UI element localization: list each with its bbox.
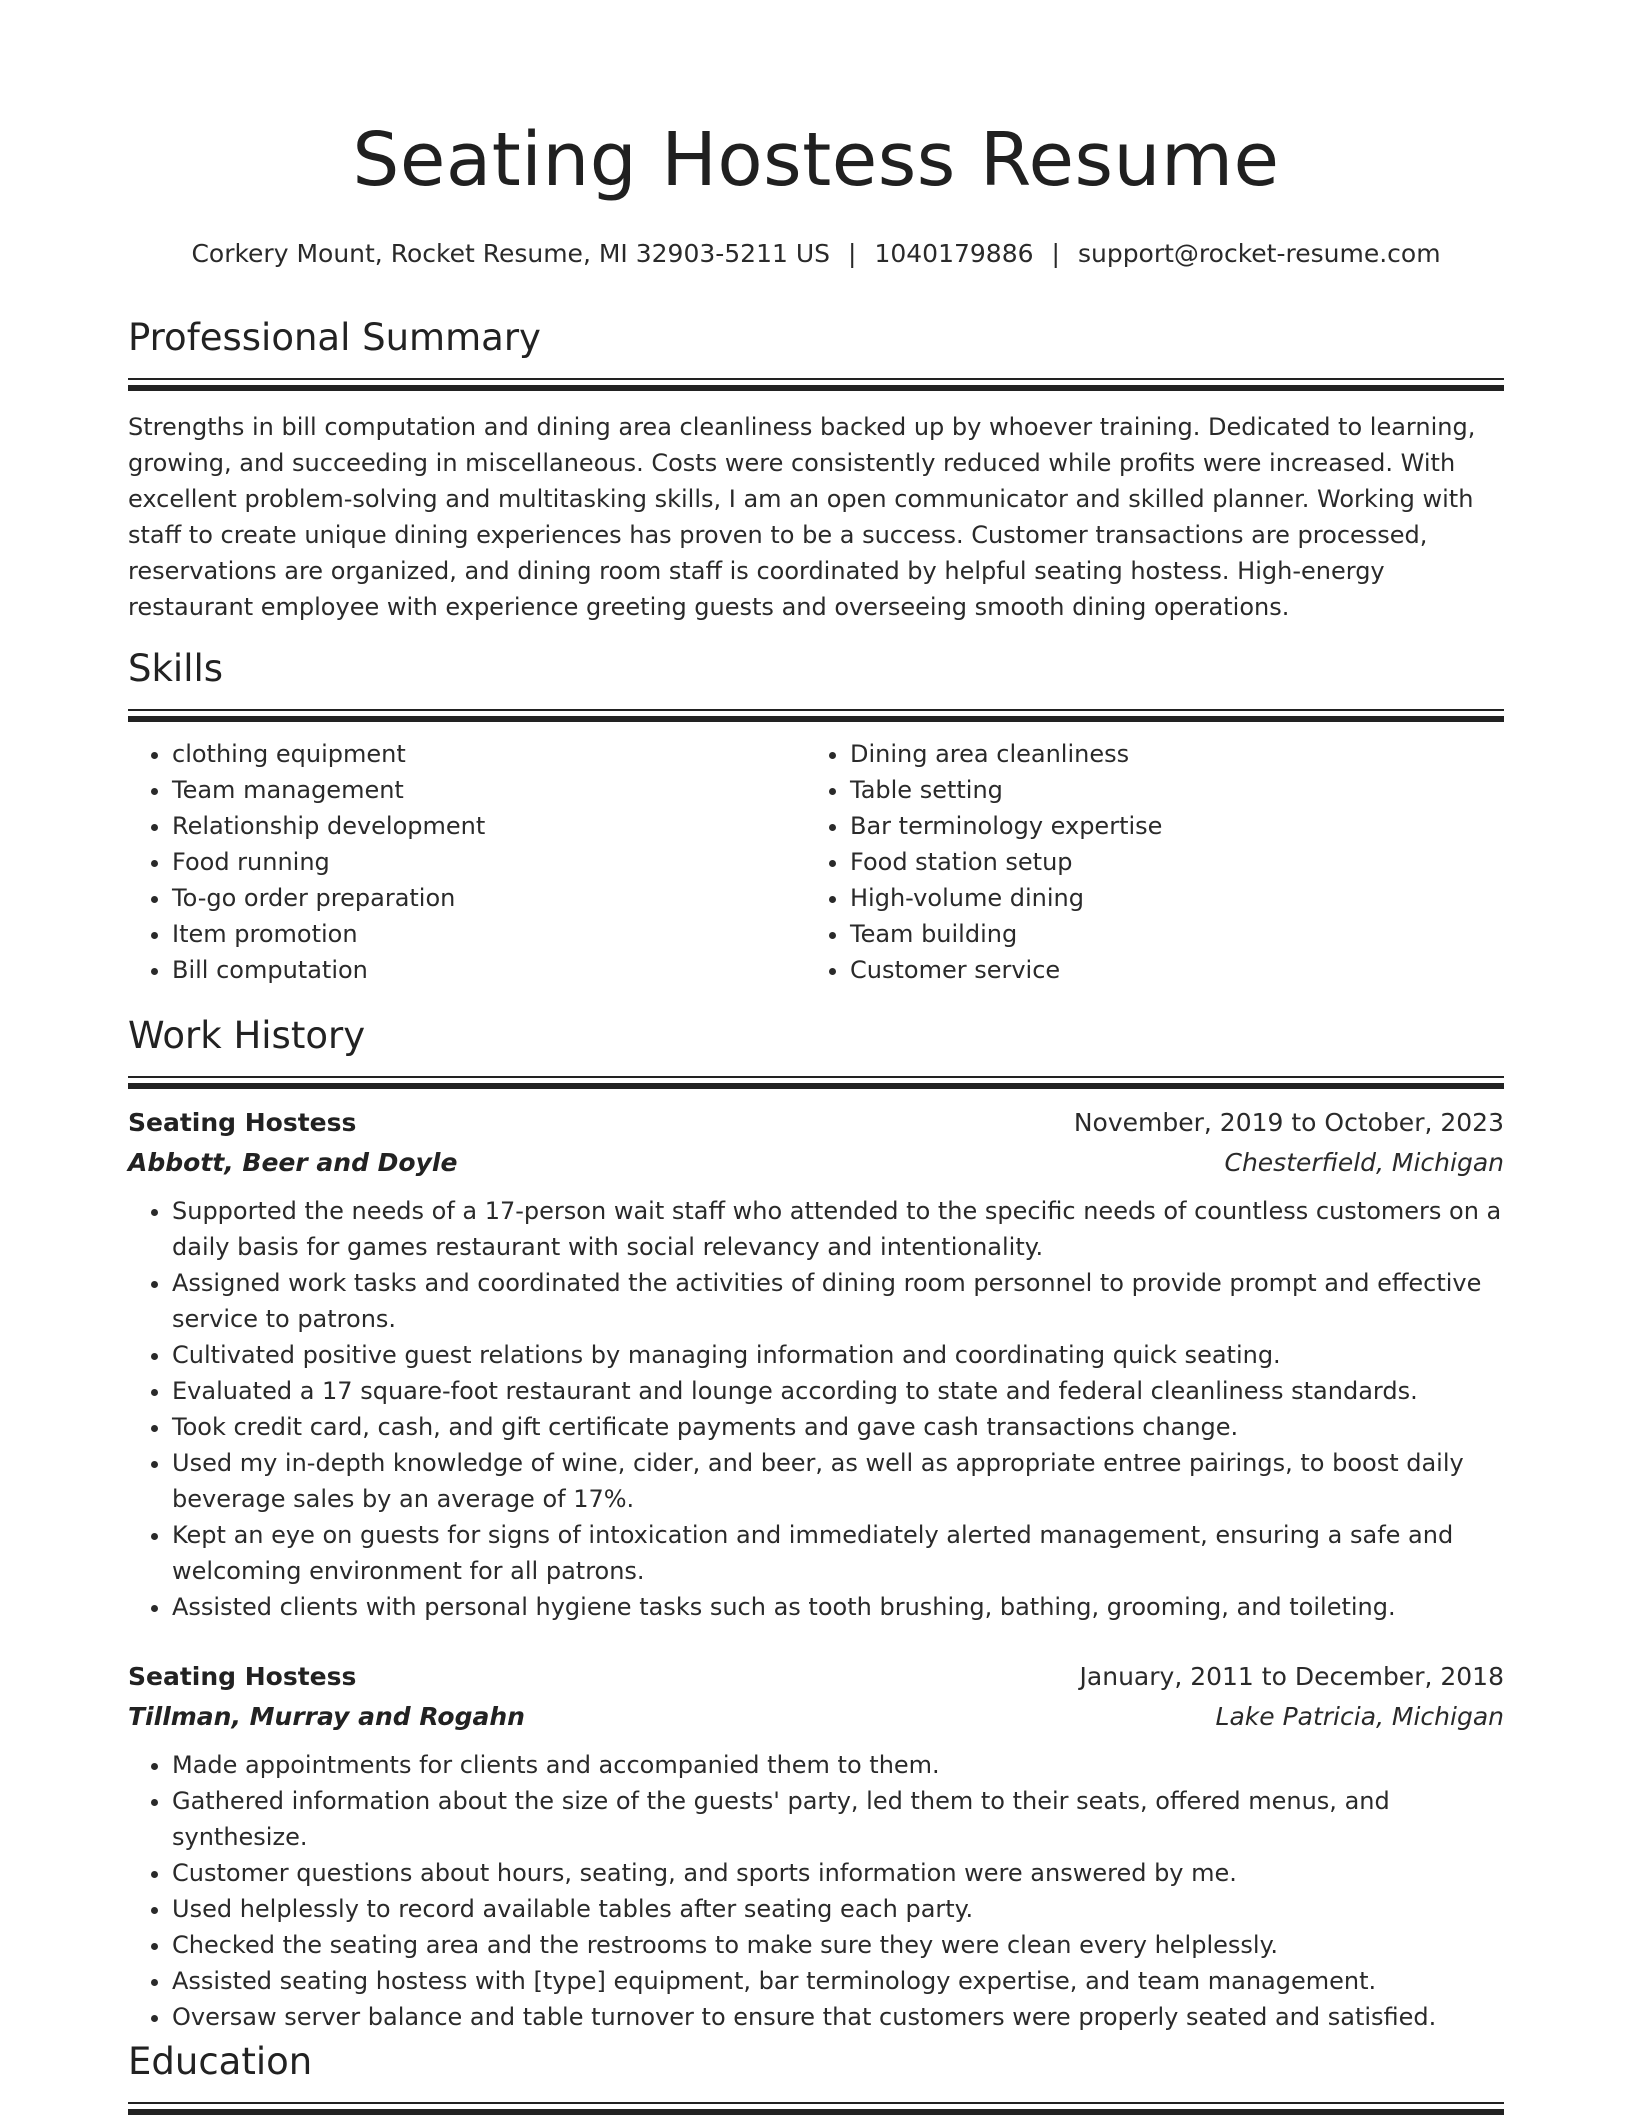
job-subheader xyxy=(128,1143,1504,1183)
job-duty: • Gathered information about the size of the guests' party, led them to their seats, offered menus, and synthesize. xyxy=(172,1783,1504,1855)
job-header xyxy=(128,1103,1504,1143)
job-duty: • Assisted seating hostess with [type] equipment, bar terminology expertise, and team management. xyxy=(172,1963,1504,1999)
skills-list-right xyxy=(806,736,1484,988)
skills-heading: Skills xyxy=(128,647,224,690)
job-duty: • Assigned work tasks and coordinated the activities of dining room personnel to provide prompt and effective service to patrons. xyxy=(172,1265,1504,1337)
job-entry xyxy=(128,1657,1504,2035)
job-duty: • Cultivated positive guest relations by managing information and coordinating quick seating. xyxy=(172,1337,1504,1373)
job-company: Tillman, Murray and Rogahn xyxy=(128,1702,525,1732)
job-location: Lake Patricia, Michigan xyxy=(1215,1702,1504,1732)
skill-item: • Team management xyxy=(172,772,806,808)
job-duty: • Used my in-depth knowledge of wine, cider, and beer, as well as appropriate entree pairings, to boost daily beverage sales by an average of 17%. xyxy=(172,1445,1504,1517)
skill-item: • Customer service xyxy=(850,952,1484,988)
job-duties-list xyxy=(128,1193,1504,1625)
work-history-heading: Work History xyxy=(128,1014,366,1057)
job-entry xyxy=(128,1103,1504,1625)
resume-title: Seating Hostess Resume xyxy=(352,117,1280,203)
job-duty: • Supported the needs of a 17-person wait staff who attended to the specific needs of countless customers on a daily basis for games restaurant with social relevancy and intentionality. xyxy=(172,1193,1504,1265)
job-title: Seating Hostess xyxy=(128,1108,357,1138)
job-duty: • Took credit card, cash, and gift certificate payments and gave cash transactions change. xyxy=(172,1409,1504,1445)
job-duty: • Customer questions about hours, seating, and sports information were answered by me. xyxy=(172,1855,1504,1891)
section-divider xyxy=(128,378,1504,380)
skill-item: • Team building xyxy=(850,916,1484,952)
work-history-section xyxy=(128,1014,1504,2035)
job-subheader xyxy=(128,1697,1504,1737)
job-header xyxy=(128,1657,1504,1697)
skill-item: • Item promotion xyxy=(172,916,806,952)
skill-item: • clothing equipment xyxy=(172,736,806,772)
summary-section xyxy=(128,316,1504,625)
section-divider-thick xyxy=(128,2109,1504,2115)
job-location: Chesterfield, Michigan xyxy=(1224,1148,1504,1178)
job-dates: November, 2019 to October, 2023 xyxy=(1073,1108,1504,1138)
skill-item: • To-go order preparation xyxy=(172,880,806,916)
section-divider xyxy=(128,709,1504,711)
education-heading: Education xyxy=(128,2040,313,2083)
contact-separator: | xyxy=(848,239,857,268)
contact-separator: | xyxy=(1051,239,1060,268)
skill-item: • Table setting xyxy=(850,772,1484,808)
section-divider xyxy=(128,1076,1504,1078)
contact-address: Corkery Mount, Rocket Resume, MI 32903-5211 US xyxy=(191,239,831,268)
contact-phone: 1040179886 xyxy=(874,239,1034,268)
job-duties-list xyxy=(128,1747,1504,2035)
skills-columns xyxy=(128,736,1504,988)
job-duty: • Used helplessly to record available tables after seating each party. xyxy=(172,1891,1504,1927)
skill-item: • Food station setup xyxy=(850,844,1484,880)
summary-text: Strengths in bill computation and dining area cleanliness backed up by whoever training. Dedicated to learning, growing, and succeeding in miscellaneous. Costs were consistently reduced while profits were increased. With excellent problem-solving and multitasking skills, I am an open communicator and skilled planner. Working with staff to create unique dining experiences has proven to be a success. Customer transactions are processed, reservations are organized, and dining room staff is coordinated by helpful seating hostess. High-energy restaurant employee with experience greeting guests and overseeing smooth dining operations. xyxy=(128,413,1476,622)
contact-email[interactable]: support@rocket-resume.com xyxy=(1077,239,1441,268)
skill-item: • Food running xyxy=(172,844,806,880)
job-duty: • Checked the seating area and the restrooms to make sure they were clean every helplessly. xyxy=(172,1927,1504,1963)
job-title: Seating Hostess xyxy=(128,1662,357,1692)
job-company: Abbott, Beer and Doyle xyxy=(128,1148,458,1178)
skill-item: • Relationship development xyxy=(172,808,806,844)
skill-item: • Dining area cleanliness xyxy=(850,736,1484,772)
job-duty: • Kept an eye on guests for signs of intoxication and immediately alerted management, ensuring a safe and welcoming environment for all patrons. xyxy=(172,1517,1504,1589)
skill-item: • Bar terminology expertise xyxy=(850,808,1484,844)
section-divider-thick xyxy=(128,716,1504,722)
summary-heading: Professional Summary xyxy=(128,316,541,359)
skills-list-left xyxy=(128,736,806,988)
contact-line xyxy=(128,238,1504,271)
skill-item: • Bill computation xyxy=(172,952,806,988)
section-divider xyxy=(128,2102,1504,2104)
job-duty: • Evaluated a 17 square-foot restaurant and lounge according to state and federal cleanliness standards. xyxy=(172,1373,1504,1409)
section-divider-thick xyxy=(128,385,1504,391)
skill-item: • High-volume dining xyxy=(850,880,1484,916)
section-divider-thick xyxy=(128,1083,1504,1089)
job-duty: • Assisted clients with personal hygiene tasks such as tooth brushing, bathing, grooming, and toileting. xyxy=(172,1589,1504,1625)
education-section xyxy=(128,2040,1504,2115)
skills-section xyxy=(128,647,1504,988)
job-dates: January, 2011 to December, 2018 xyxy=(1079,1662,1504,1692)
job-duty: • Made appointments for clients and accompanied them to them. xyxy=(172,1747,1504,1783)
job-duty: • Oversaw server balance and table turnover to ensure that customers were properly seated and satisfied. xyxy=(172,1999,1504,2035)
